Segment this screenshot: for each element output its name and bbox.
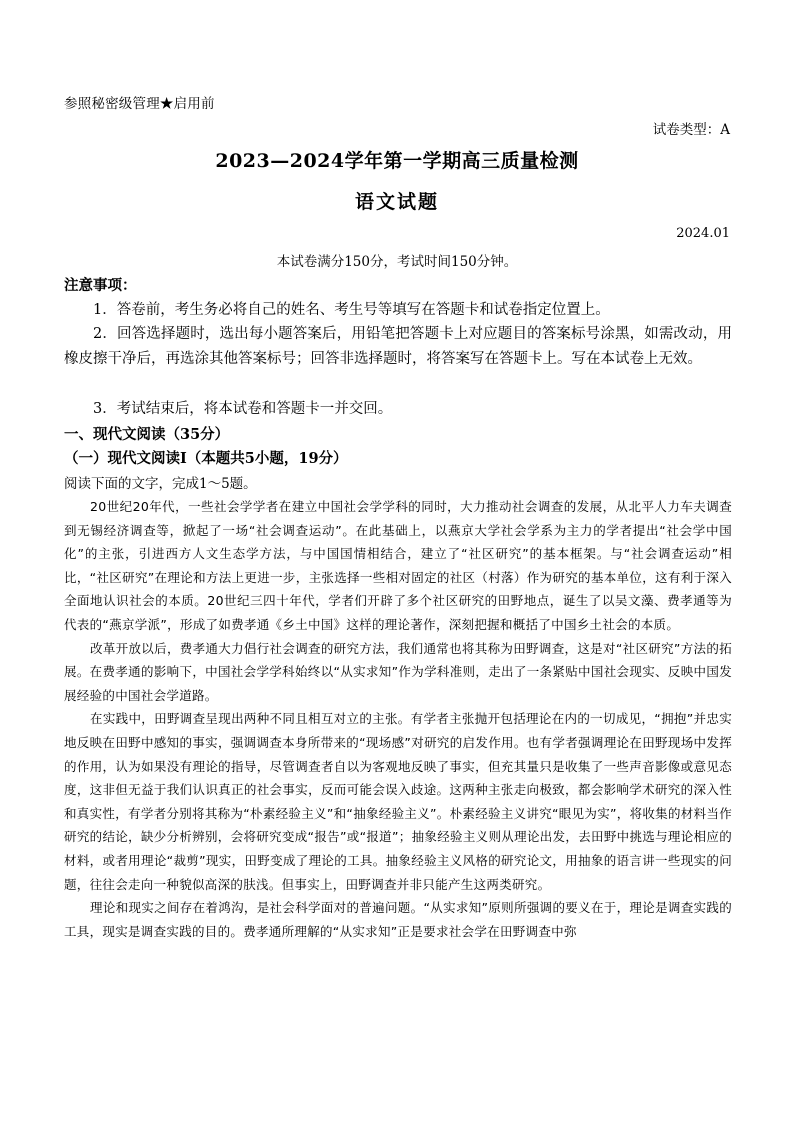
section-heading: 一、现代文阅读（35分） [64,426,230,443]
exam-date: 2024.01 [676,226,730,241]
notice-heading: 注意事项： [64,277,137,294]
exam-title: 2023—2024学年第一学期高三质量检测 [215,150,579,172]
notice-item: 2．回答选择题时，选出每小题答案后，用铅笔把答题卡上对应题目的答案标号涂黑，如需改动，用橡皮擦干净后，再选涂其他答案标号；回答非选择题时，将答案写在答题卡上。写在本试卷上无效。 [64,326,732,367]
subject-title: 语文试题 [354,191,439,213]
subsection-heading: （一）现代文阅读Ⅰ（本题共5小题，19分） [64,450,348,467]
notice-item: 3．考试结束后，将本试卷和答题卡一并交回。 [93,401,393,417]
passage-paragraph: 在实践中，田野调查呈现出两种不同且相互对立的主张。有学者主张抛开包括理论在内的一切成见，“拥抱”并忠实地反映在田野中感知的事实，强调调查本身所带来的“现场感”对研究的启发作用。也有学者强调理论在田野现场中发挥的作用，认为如果没有理论的指导，尽管调查者自以为客观地反映了事实，但充其量只是收集了一些声音影像或意见态度，这非但无益于我们认识真正的社会事实，反而可能会误入歧途。这两种主张走向极致，都会影响学术研究的深入性和真实性，有学者分别将其称为“朴素经验主义”和“抽象经验主义”。朴素经验主义讲究“眼见为实”，将收集的材料当作研究的结论，缺少分析辨别，会将研究变成“报告”或“报道”；抽象经验主义则从理论出发，去田野中挑选与理论相应的材料，或者用理论“裁剪”现实，田野变成了理论的工具。抽象经验主义风格的研究论文，用抽象的语言讲一些现实的问题，往往会走向一种貌似高深的肤浅。但事实上，田野调查并非只能产生这两类研究。 [64,711,732,892]
score-info: 本试卷满分150分，考试时间150分钟。 [276,254,518,270]
paper-type-label: 试卷类型：A [652,122,730,138]
reading-passage [64,495,732,943]
passage-paragraph: 20世纪20年代，一些社会学学者在建立中国社会学学科的同时，大力推动社会调查的发展，从北平人力车夫调查到无锡经济调查等，掀起了一场“社会调查运动”。在此基础上，以燕京大学社会学系为主力的学者提出“社会学中国化”的主张，引进西方人文生态学方法，与中国国情相结合，建立了“社区研究”的基本框架。与“社会调查运动”相比，“社区研究”在理论和方法上更进一步，主张选择一些相对固定的社区（村落）作为研究的基本单位，这有利于深入全面地认识社会的本质。20世纪三四十年代，学者们开辟了多个社区研究的田野地点，诞生了以吴文藻、费孝通等为代表的“燕京学派”，形成了如费孝通《乡土中国》这样的理论著作，深刻把握和概括了中国乡土社会的本质。 [64,499,732,632]
reading-instruction: 阅读下面的文字，完成1～5题。 [64,476,257,492]
secret-level-label: 参照秘密级管理★启用前 [64,96,215,112]
passage-paragraph: 改革开放以后，费孝通大力倡行社会调查的研究方法，我们通常也将其称为田野调查，这是对“社区研究”方法的拓展。在费孝通的影响下，中国社会学学科始终以“从实求知”作为学科准则，走出了一条紧贴中国社会现实、反映中国发展经验的中国社会学道路。 [64,640,732,703]
notice-item: 1．答卷前，考生务必将自己的姓名、考生号等填写在答题卡和试卷指定位置上。 [93,302,610,318]
passage-paragraph: 理论和现实之间存在着鸿沟，是社会科学面对的普遍问题。“从实求知”原则所强调的要义在于，理论是调查实践的工具，现实是调查实践的目的。费孝通所理解的“从实求知”正是要求社会学在田野调查中弥 [64,900,732,939]
